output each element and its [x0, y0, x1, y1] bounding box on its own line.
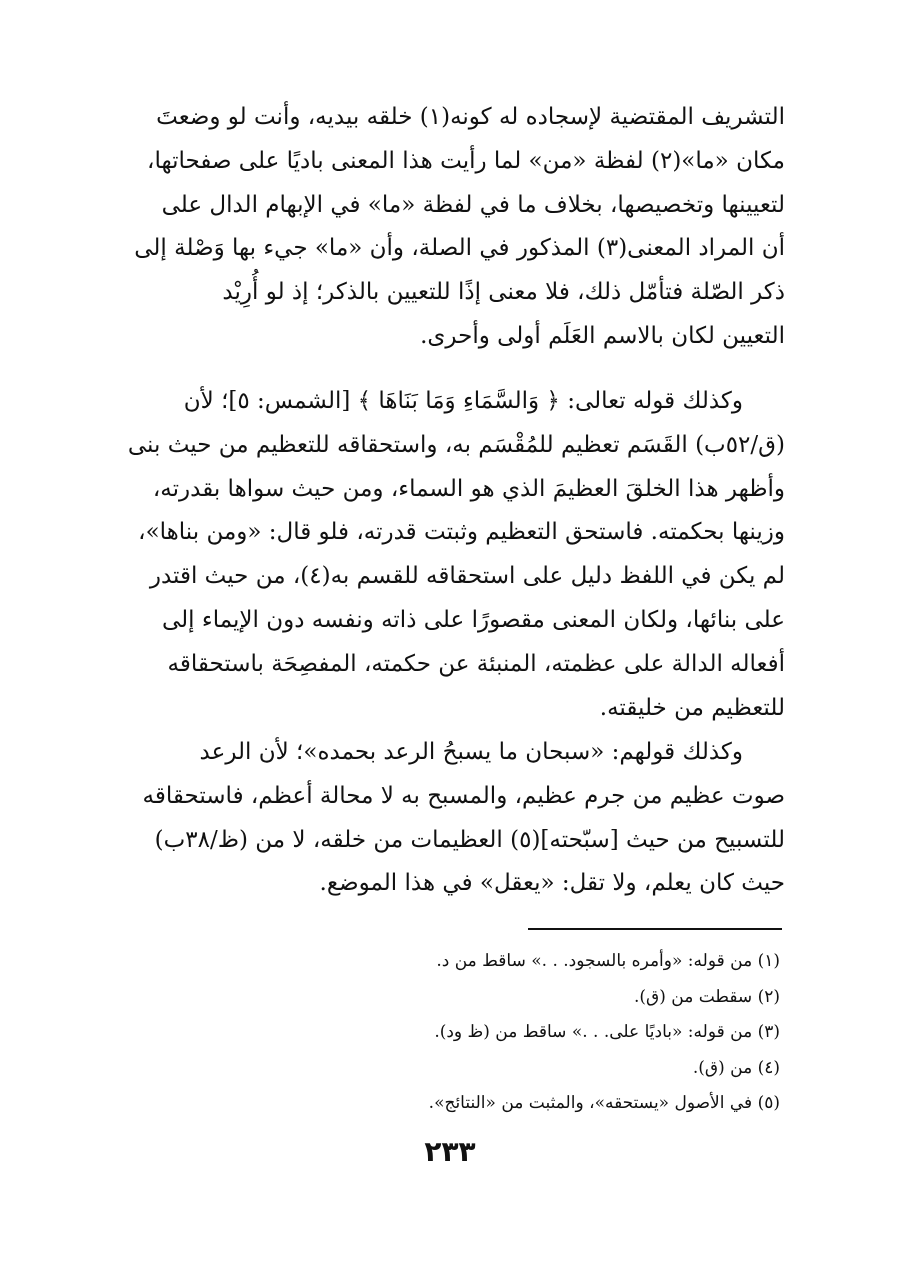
text-line: لم يكن في اللفظ دليل على استحقاقه للقسم به(٤)، من حيث اقتدر	[149, 563, 785, 590]
text-line: مكان «ما»(٢) لفظة «من» لما رأيت هذا المعنى باديًا على صفحاتها،	[147, 147, 785, 174]
footnote-1: (١) من قوله: «وأمره بالسجود. . .» ساقط من د.	[436, 951, 780, 971]
text-line: لتعيينها وتخصيصها، بخلاف ما في لفظة «ما» في الإبهام الدال على	[161, 191, 785, 218]
page-number: ٢٣٣	[424, 1135, 476, 1168]
text-line: التعيين لكان بالاسم العَلَم أولى وأحرى.	[420, 322, 785, 349]
text-line: (ق/٥٢ب) القَسَم تعظيم للمُقْسَم به، واستحقاقه للتعظيم من حيث بنى	[127, 431, 785, 458]
text-line: التشريف المقتضية لإسجاده له كونه(١) خلقه بيديه، وأنت لو وضعتَ	[156, 104, 785, 130]
footnote-4: (٤) من (ق).	[692, 1057, 780, 1078]
footnote-2: (٢) سقطت من (ق).	[633, 986, 780, 1007]
text-line: وزينها بحكمته. فاستحق التعظيم وثبتت قدرته، فلو قال: «ومن بناها»،	[138, 519, 785, 546]
text-line: وكذلك قوله تعالى: ﴿ وَالسَّمَاءِ وَمَا بَنَاهَا ﴾ [الشمس: ٥]؛ لأن	[183, 388, 743, 414]
text-line: صوت عظيم من جرم عظيم، والمسبح به لا محالة أعظم، فاستحقاقه	[142, 782, 785, 809]
paragraph-2	[120, 380, 785, 730]
footnote-5: (٥) في الأصول «يستحقه»، والمثبت من «النتائج».	[428, 1093, 780, 1113]
paragraph-3	[120, 731, 785, 906]
footnote-divider	[528, 928, 782, 930]
text-line: أن المراد المعنى(٣) المذكور في الصلة، وأن «ما» جيء بها وَصْلة إلى	[134, 235, 785, 262]
text-line: حيث كان يعلم، ولا تقل: «يعقل» في هذا الموضع.	[319, 870, 785, 897]
text-line: على بنائها، ولكان المعنى مقصورًا على ذاته ونفسه دون الإيماء إلى	[162, 606, 785, 633]
text-line: وكذلك قولهم: «سبحان ما يسبحُ الرعد بحمده»؛ لأن الرعد	[199, 739, 743, 765]
text-line: للتعظيم من خليقته.	[599, 694, 785, 721]
text-line: وأظهر هذا الخلقَ العظيمَ الذي هو السماء، ومن حيث سواها بقدرته،	[152, 475, 785, 502]
text-line: أفعاله الدالة على عظمته، المنبئة عن حكمته، المفصِحَة باستحقاقه	[167, 650, 785, 677]
footnotes	[120, 944, 780, 1122]
footnote-3: (٣) من قوله: «باديًا على. . .» ساقط من (ظ ود).	[434, 1022, 780, 1042]
text-line: للتسبيح من حيث [سبّحته](٥) العظيمات من خلقه، لا من (ظ/٣٨ب)	[154, 826, 785, 853]
paragraph-1	[120, 96, 785, 359]
text-line: ذكر الصّلة فتأمّل ذلك، فلا معنى إذًا للتعيين بالذكر؛ إذ لو أُرِيْد	[222, 279, 785, 306]
